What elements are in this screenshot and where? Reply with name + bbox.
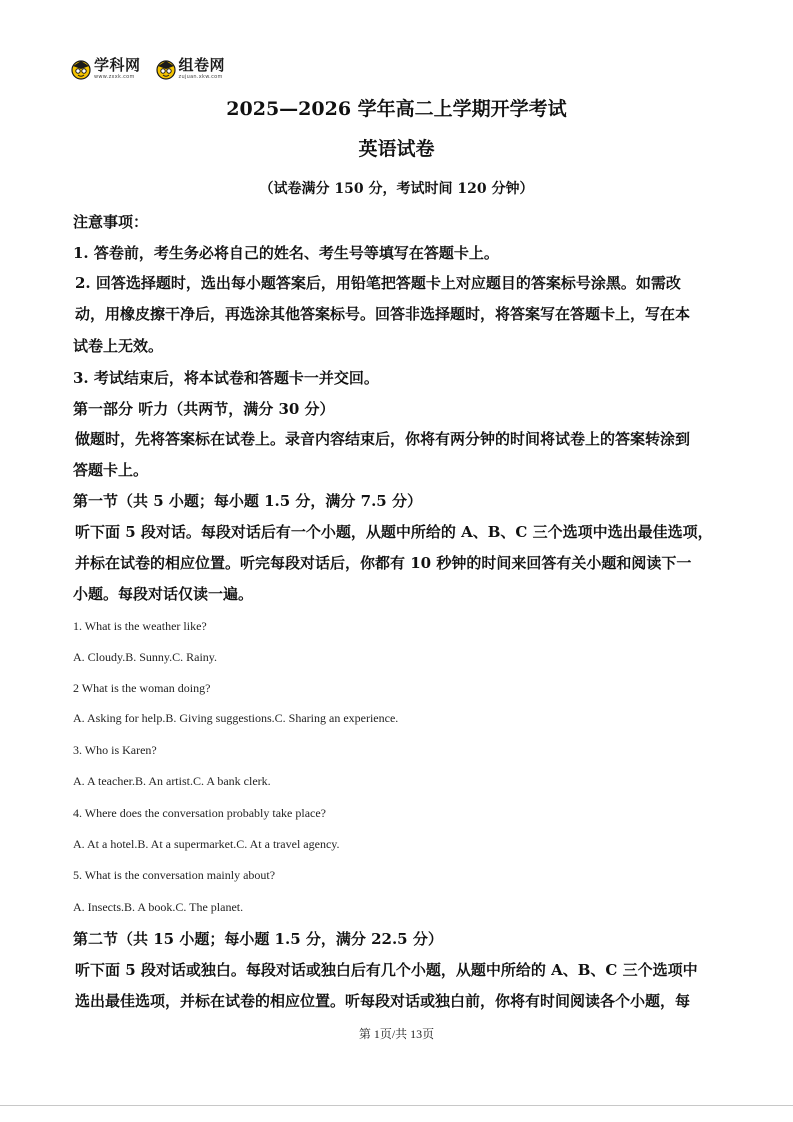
notice-heading: 注意事项： [73, 213, 149, 231]
question-1-options: A. Cloudy.B. Sunny.C. Rainy. [73, 650, 218, 664]
section2-intro-line-2: 选出最佳选项，并标在试卷的相应位置。听每段对话或独白前，你将有时间阅读各个小题，每 [75, 992, 691, 1010]
logo-url: www.zxxk.com [94, 74, 135, 80]
student-face-icon [70, 58, 92, 80]
notice-item-1: 1. 答卷前，考生务必将自己的姓名、考生号等填写在答题卡上。 [73, 244, 499, 262]
question-1: 1. What is the weather like? [73, 619, 207, 633]
logo-bar [70, 58, 225, 88]
part1-intro-line-1: 做题时，先将答案标在试卷上。录音内容结束后，你将有两分钟的时间将试卷上的答案转涂到 [75, 430, 691, 448]
section2-intro-line-1: 听下面 5 段对话或独白。每段对话或独白后有几个小题，从题中所给的 A、B、C 三个选项中 [75, 961, 698, 979]
exam-title: 2025—2026 学年高二上学期开学考试 [226, 98, 567, 120]
student-face-icon [155, 58, 177, 80]
section1-intro-line-3: 小题。每段对话仅读一遍。 [73, 585, 254, 603]
question-2-options: A. Asking for help.B. Giving suggestions.C. Sharing an experience. [73, 711, 399, 725]
question-4: 4. Where does the conversation probably take place? [73, 806, 327, 820]
logo-url: zujuan.xkw.com [178, 74, 223, 80]
section1-intro-line-2: 并标在试卷的相应位置。听完每段对话后，你都有 10 秒钟的时间来回答有关小题和阅读下一 [75, 554, 692, 572]
section1-heading: 第一节（共 5 小题；每小题 1.5 分，满分 7.5 分） [73, 492, 422, 510]
zujuan-logo [155, 58, 226, 80]
notice-item-3: 3. 考试结束后，将本试卷和答题卡一并交回。 [73, 369, 379, 387]
exam-info: （试卷满分 150 分，考试时间 120 分钟） [259, 181, 534, 197]
logo-name: 学科网 [94, 56, 141, 74]
part1-intro-line-2: 答题卡上。 [73, 461, 149, 479]
notice-item-2-line-2: 动，用橡皮擦干净后，再选涂其他答案标号。回答非选择题时，将答案写在答题卡上，写在本 [75, 305, 691, 323]
section1-intro-line-1: 听下面 5 段对话。每段对话后有一个小题，从题中所给的 A、B、C 三个选项中选出最佳选项， [75, 523, 713, 541]
section2-heading: 第二节（共 15 小题；每小题 1.5 分，满分 22.5 分） [73, 930, 443, 948]
notice-item-2-line-1: 2. 回答选择题时，选出每小题答案后，用铅笔把答题卡上对应题目的答案标号涂黑。如需改 [75, 274, 681, 292]
logo-name: 组卷网 [178, 56, 226, 74]
part1-heading: 第一部分 听力（共两节，满分 30 分） [73, 400, 335, 418]
page-number: 第 1页/共 13页 [358, 1027, 435, 1041]
notice-item-2-line-3: 试卷上无效。 [73, 337, 164, 355]
question-4-options: A. At a hotel.B. At a supermarket.C. At a travel agency. [73, 837, 340, 851]
zxxk-logo [70, 58, 141, 80]
question-2: 2 What is the woman doing? [73, 681, 211, 695]
question-5-options: A. Insects.B. A book.C. The planet. [73, 900, 244, 914]
question-3: 3. Who is Karen? [73, 743, 157, 757]
exam-subject: 英语试卷 [358, 138, 435, 160]
bottom-divider [0, 1105, 793, 1106]
question-5: 5. What is the conversation mainly about? [73, 868, 276, 882]
question-3-options: A. A teacher.B. An artist.C. A bank clerk. [73, 774, 271, 788]
